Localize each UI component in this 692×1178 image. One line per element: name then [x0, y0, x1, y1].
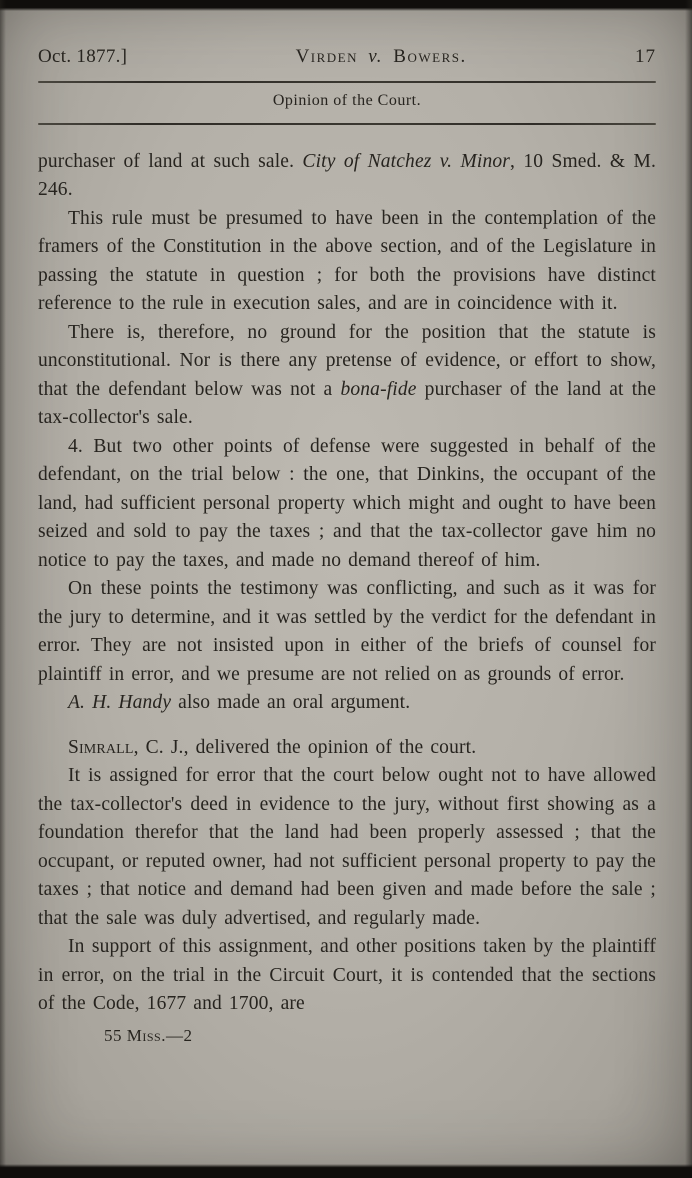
- paragraph: [38, 433, 656, 576]
- text-segment: A. H. Handy: [68, 692, 172, 713]
- page-header: [38, 46, 656, 68]
- page-content: [38, 46, 656, 1046]
- text-segment: In support of this assignment, and other positions taken by the plaintiff in error, on the trial in the Circuit Court, it is contended that the sections of the Code, 1677 and 1700, are: [38, 936, 656, 1014]
- header-case-title: [296, 46, 467, 68]
- text-segment: purchaser of land at such sale.: [38, 150, 303, 172]
- page-number: 17: [634, 46, 656, 67]
- case-party-two: Bowers.: [393, 46, 467, 67]
- scan-edge-top: [0, 0, 692, 11]
- paragraph: [38, 933, 656, 1019]
- header-divider-bottom: [38, 123, 656, 125]
- text-segment: 4. But two other points of defense were suggested in behalf of the defendant, on the trial below : the one, that Dinkins, the occupant of the land, had sufficient personal property which might and ought to have been seized and sold to pay the taxes ; and that the tax-collector gave him no notice to pay the taxes, and made no demand thereof of him.: [38, 435, 656, 571]
- header-divider-top: [38, 81, 656, 83]
- paragraph: [38, 689, 656, 718]
- case-party-one: Virden: [295, 46, 359, 67]
- text-segment: , 10 Smed. & M. 246.: [38, 150, 656, 200]
- text-segment: also made an oral argument.: [171, 692, 411, 713]
- paragraph: [38, 148, 656, 205]
- text-segment: Simrall: [68, 736, 134, 758]
- paragraph: [38, 205, 656, 319]
- text-segment: It is assigned for error that the court below ought not to have allowed the tax-collector's deed in evidence to the jury, without first showing as a foundation therefor that the land had been properly assessed ; that the occupant, or reputed owner, had not sufficient personal property to pay the taxes ; that notice and demand had been given and made before the sale ; that the sale was duly advertised, and regularly made.: [38, 765, 656, 929]
- paragraph: [38, 319, 656, 433]
- paragraph: [38, 734, 656, 763]
- scan-edge-right: [685, 0, 692, 1178]
- footer-signature: 55 Miss.—2: [104, 1025, 193, 1045]
- scan-edge-bottom: [0, 1164, 692, 1178]
- text-segment: , C. J., delivered the opinion of the court.: [133, 736, 477, 758]
- text-segment: There is, therefore, no ground for the position that the statute is unconstitutional. Nor is there any pretense of evidence, or effort to show, that the defendant below was not a: [38, 321, 656, 400]
- paragraph: [38, 762, 656, 933]
- scan-edge-left: [0, 0, 6, 1178]
- body-text: [38, 148, 656, 1019]
- running-head: Opinion of the Court.: [272, 92, 422, 109]
- text-segment: bona-fide: [340, 378, 417, 400]
- text-segment: This rule must be presumed to have been in the contemplation of the framers of the Constitution in the above section, and of the Legislature in passing the statute in question ; for both the provisions have distinct reference to the rule in execution sales, and are in coincidence with it.: [38, 207, 656, 314]
- header-date: Oct. 1877.]: [38, 46, 128, 67]
- case-versus: v.: [368, 46, 384, 67]
- paragraph: [38, 575, 656, 689]
- text-segment: City of Natchez v. Minor: [302, 150, 511, 172]
- text-segment: purchaser of the land at the tax-collector's sale.: [38, 378, 656, 428]
- text-segment: On these points the testimony was conflicting, and such as it was for the jury to determine, and it was settled by the verdict for the defendant in error. They are not insisted upon in either of the briefs of counsel for plaintiff in error, and we presume are not relied on as grounds of error.: [38, 578, 656, 685]
